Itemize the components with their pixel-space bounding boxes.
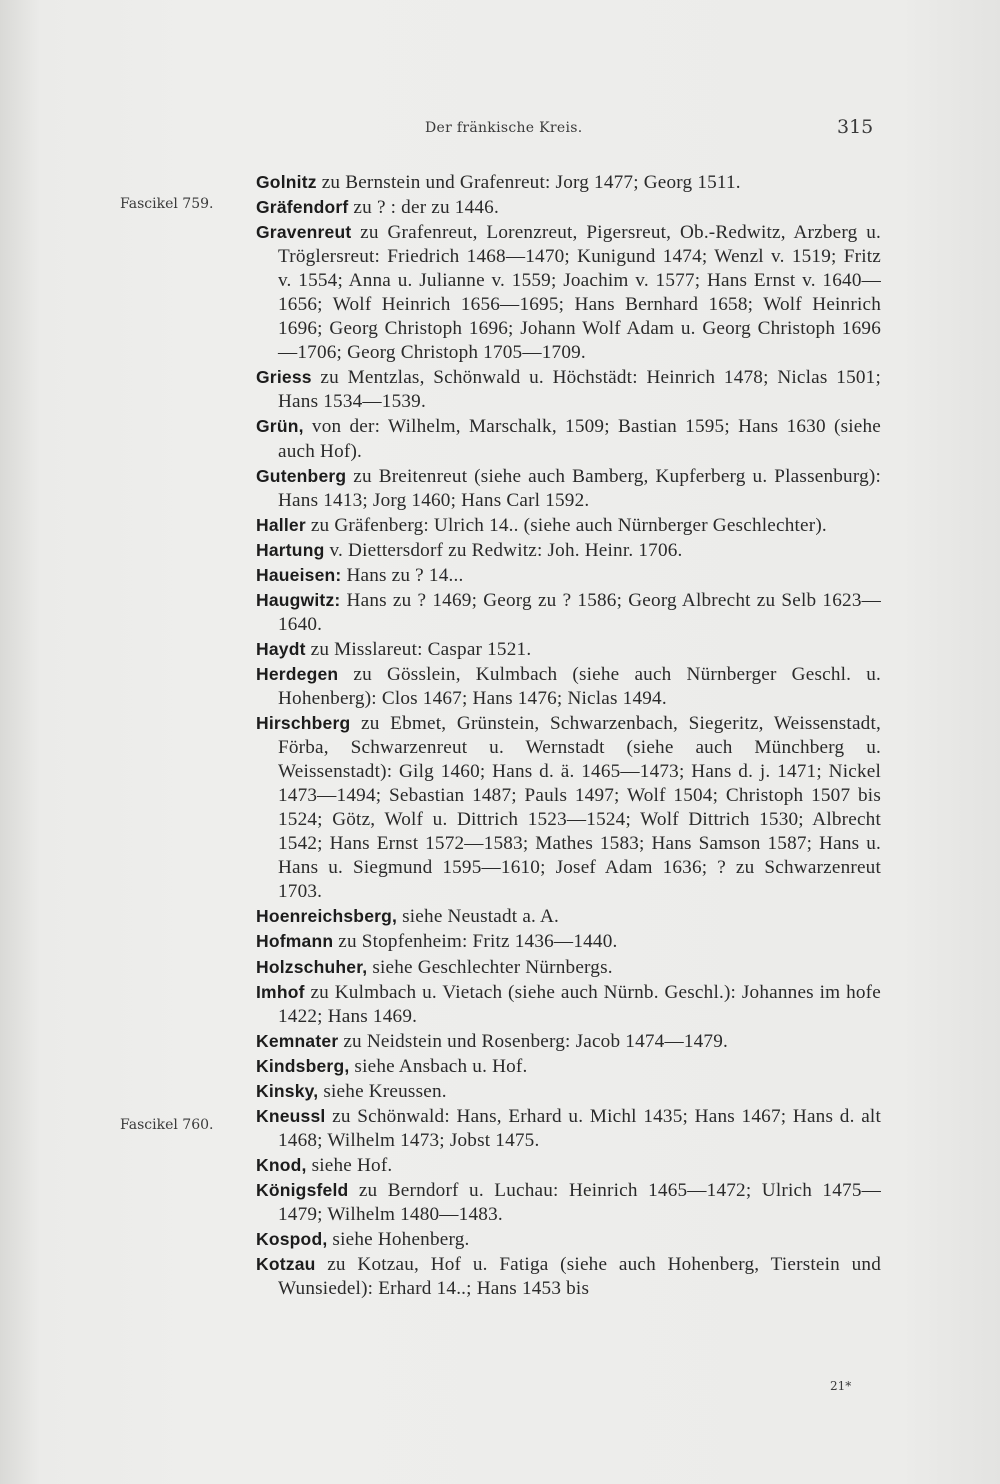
entry-text: zu Gösslein, Kulmbach (siehe auch Nürnberger Geschl. u. Hohenberg): Clos 1467; Hans 1476; Niclas 1494. <box>278 663 881 709</box>
entry-text: zu Breitenreut (siehe auch Bamberg, Kupferberg u. Plassenburg): Hans 1413; Jorg 1460; Hans Carl 1592. <box>278 465 881 511</box>
register-entry <box>256 1079 881 1104</box>
register-entry <box>256 980 881 1029</box>
entry-text: zu Gräfenberg: Ulrich 14.. (siehe auch Nürnberger Geschlechter). <box>305 514 827 536</box>
entry-text: siehe Ansbach u. Hof. <box>349 1055 528 1077</box>
entry-name: Haller <box>256 514 306 535</box>
entry-name: Grün, <box>256 416 304 437</box>
page-number: 315 <box>837 116 874 138</box>
register-entry <box>256 563 881 588</box>
entry-name: Golnitz <box>256 172 317 192</box>
entry-text: zu Stopfenheim: Fritz 1436—1440. <box>333 931 618 953</box>
register-entry <box>256 662 881 711</box>
entry-text: siehe Hohenberg. <box>327 1229 470 1251</box>
side-note-fascikel-760: Fascikel 760. <box>120 1117 214 1133</box>
entry-name: Imhof <box>256 981 305 1002</box>
register-entry <box>256 955 881 980</box>
register-entry <box>256 414 881 463</box>
entry-name: Hartung <box>256 539 325 560</box>
entry-text: zu Bernstein und Grafenreut: Jorg 1477; Georg 1511. <box>316 172 741 193</box>
entry-name: Knod, <box>256 1154 307 1175</box>
running-head: Der fränkische Kreis. <box>425 120 583 136</box>
entry-text: zu Grafenreut, Lorenzreut, Pigersreut, Ob.-Redwitz, Arzberg u. Tröglersreut: Friedrich 1468—1470; Kunigund 1474; Wenzl v. 1519; Fritz v. 1554; Anna u. Julianne v. 1559; Joachim v. 1577; Hans Ernst v. 1640—1656; Wolf Heinrich 1656—1695; Hans Bernhard 1658; Wolf Heinrich 1696; Georg Christoph 1696; Johann Wolf Adam u. Georg Christoph 1696—1706; Georg Christoph 1705—1709. <box>278 222 881 364</box>
register-entry <box>256 637 881 662</box>
register-entry <box>256 1029 881 1054</box>
entry-name: Holzschuher, <box>256 956 368 977</box>
register-entry <box>256 1104 881 1153</box>
entry-name: Kotzau <box>256 1254 316 1275</box>
entry-name: Gräfendorf <box>256 197 349 218</box>
entry-text: siehe Hof. <box>306 1154 393 1176</box>
entry-text: zu Neidstein und Rosenberg: Jacob 1474—1479. <box>338 1030 729 1052</box>
entry-text: v. Diettersdorf zu Redwitz: Joh. Heinr. 1706. <box>324 539 683 561</box>
entry-text: zu Berndorf u. Luchau: Heinrich 1465—1472; Ulrich 1475—1479; Wilhelm 1480—1483. <box>278 1179 881 1225</box>
register-entry <box>256 220 881 365</box>
register-entry <box>256 929 881 954</box>
entry-text: zu ? : der zu 1446. <box>348 197 499 219</box>
entry-text: von der: Wilhelm, Marschalk, 1509; Bastian 1595; Hans 1630 (siehe auch Hof). <box>278 416 881 462</box>
register-entries <box>256 170 881 1301</box>
entry-name: Herdegen <box>256 663 339 684</box>
page-header <box>0 116 1000 144</box>
register-entry <box>256 513 881 538</box>
side-note-fascikel-759: Fascikel 759. <box>120 196 214 212</box>
entry-text: siehe Kreussen. <box>318 1080 447 1102</box>
entry-name: Kindsberg, <box>256 1055 350 1076</box>
register-entry <box>256 1178 881 1227</box>
entry-name: Kneussl <box>256 1105 326 1126</box>
register-entry <box>256 464 881 513</box>
register-entry <box>256 538 881 563</box>
entry-text: zu Misslareut: Caspar 1521. <box>305 638 532 660</box>
entry-name: Haydt <box>256 638 306 659</box>
entry-text: zu Schönwald: Hans, Erhard u. Michl 1435; Hans 1467; Hans d. alt 1468; Wilhelm 1473; Jobst 1475. <box>278 1105 881 1151</box>
entry-name: Griess <box>256 367 312 388</box>
entry-name: Gutenberg <box>256 465 347 486</box>
entry-text: zu Kulmbach u. Vietach (siehe auch Nürnb. Geschl.): Johannes im hofe 1422; Hans 1469. <box>278 981 881 1027</box>
register-entry <box>256 1227 881 1252</box>
entry-name: Haugwitz: <box>256 589 341 610</box>
signature-mark: 21* <box>830 1379 852 1393</box>
entry-name: Gravenreut <box>256 222 352 243</box>
entry-name: Kospod, <box>256 1229 328 1250</box>
register-entry <box>256 904 881 929</box>
entry-text: Hans zu ? 14... <box>341 564 464 586</box>
register-entry <box>256 1252 881 1301</box>
entry-text: zu Kotzau, Hof u. Fatiga (siehe auch Hohenberg, Tierstein und Wunsiedel): Erhard 14..; Hans 1453 bis <box>278 1254 881 1300</box>
entry-text: siehe Geschlechter Nürnbergs. <box>367 956 613 978</box>
entry-name: Kinsky, <box>256 1080 319 1101</box>
entry-text: Hans zu ? 1469; Georg zu ? 1586; Georg Albrecht zu Selb 1623—1640. <box>278 589 881 635</box>
entry-name: Hofmann <box>256 931 334 952</box>
entry-text: zu Ebmet, Grünstein, Schwarzenbach, Siegeritz, Weissenstadt, Förba, Schwarzenreut u. Wernstadt (siehe auch Münchberg u. Weissenstadt): Gilg 1460; Hans d. ä. 1465—1473; Hans d. j. 1471; Nickel 1473—1494; Sebastian 1487; Pauls 1497; Wolf 1504; Christoph 1507 bis 1524; Götz, Wolf u. Dittrich 1523—1524; Wolf Dittrich 1530; Albrecht 1542; Hans Ernst 1572—1583; Mathes 1583; Hans Samson 1587; Hans u. Hans u. Siegmund 1595—1610; Josef Adam 1636; ? zu Schwarzenreut 1703. <box>278 713 881 903</box>
register-entry <box>256 195 881 220</box>
entry-name: Kemnater <box>256 1030 339 1051</box>
entry-name: Königsfeld <box>256 1179 349 1200</box>
entry-name: Haueisen: <box>256 564 342 585</box>
register-entry <box>256 1153 881 1178</box>
register-entry <box>256 711 881 904</box>
entry-text: siehe Neustadt a. A. <box>397 906 560 928</box>
entry-text: zu Mentzlas, Schönwald u. Höchstädt: Heinrich 1478; Niclas 1501; Hans 1534—1539. <box>278 367 881 413</box>
register-entry <box>256 170 881 195</box>
register-entry <box>256 1054 881 1079</box>
entry-name: Hoenreichsberg, <box>256 906 398 927</box>
register-entry <box>256 588 881 637</box>
entry-name: Hirschberg <box>256 713 351 734</box>
register-entry <box>256 365 881 414</box>
